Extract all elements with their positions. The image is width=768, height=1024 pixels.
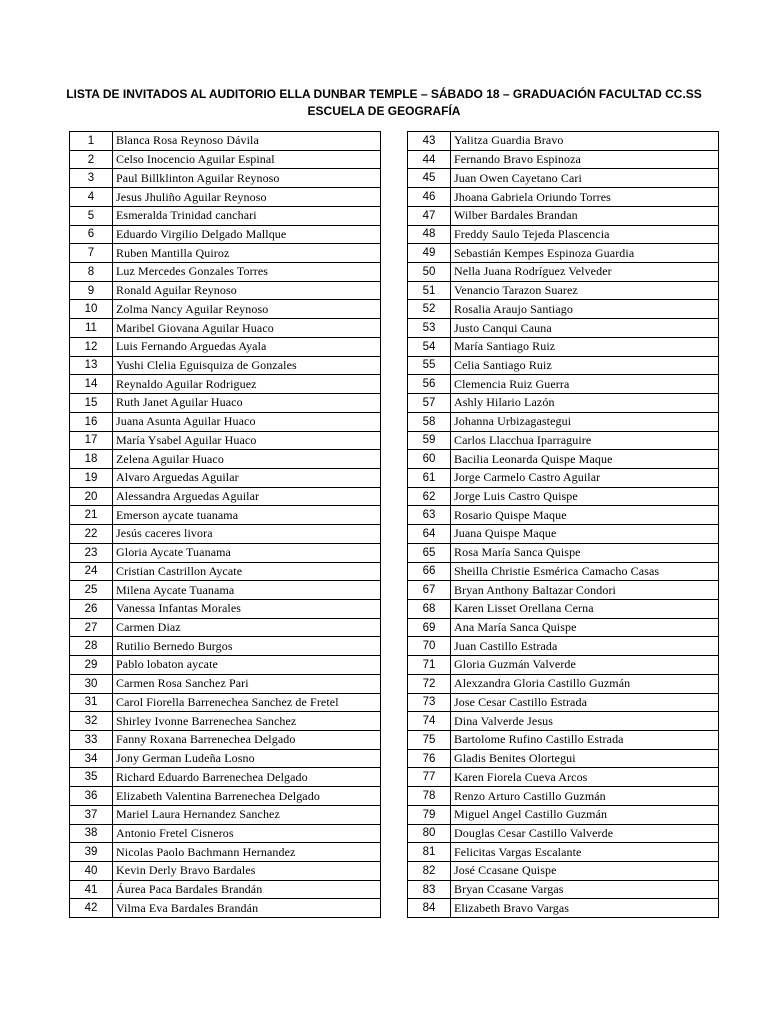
guest-number: 45 <box>408 169 451 188</box>
table-row <box>70 562 381 581</box>
guest-number: 51 <box>408 281 451 300</box>
guest-number: 30 <box>70 674 113 693</box>
table-row <box>70 880 381 899</box>
guest-name: Paul Billklinton Aguilar Reynoso <box>113 169 381 188</box>
guest-number: 50 <box>408 263 451 282</box>
guest-name: Blanca Rosa Reynoso Dávila <box>113 132 381 151</box>
guest-name: Juana Asunta Aguilar Huaco <box>113 412 381 431</box>
guest-name: Clemencia Ruiz Guerra <box>451 375 719 394</box>
guest-number: 52 <box>408 300 451 319</box>
table-row <box>408 656 719 675</box>
table-row <box>70 375 381 394</box>
table-row <box>70 356 381 375</box>
guest-number: 34 <box>70 749 113 768</box>
guest-name: Fanny Roxana Barrenechea Delgado <box>113 731 381 750</box>
guest-name: Nella Juana Rodríguez Velveder <box>451 263 719 282</box>
guest-number: 39 <box>70 843 113 862</box>
guest-name: Rosario Quispe Maque <box>451 506 719 525</box>
guest-number: 26 <box>70 599 113 618</box>
guest-name: Felicitas Vargas Escalante <box>451 843 719 862</box>
guest-number: 56 <box>408 375 451 394</box>
guest-name: Bartolome Rufino Castillo Estrada <box>451 731 719 750</box>
guest-number: 67 <box>408 581 451 600</box>
document-title <box>0 86 768 120</box>
guest-number: 78 <box>408 787 451 806</box>
guest-table-left <box>69 131 381 918</box>
guest-number: 66 <box>408 562 451 581</box>
table-row <box>70 450 381 469</box>
table-row <box>70 543 381 562</box>
guest-number: 4 <box>70 188 113 207</box>
table-row <box>70 244 381 263</box>
table-row <box>70 824 381 843</box>
table-row <box>408 337 719 356</box>
guest-name: Elizabeth Valentina Barrenechea Delgado <box>113 787 381 806</box>
guest-name: Ruben Mantilla Quiroz <box>113 244 381 263</box>
guest-name: Jony German Ludeña Losno <box>113 749 381 768</box>
guest-number: 15 <box>70 394 113 413</box>
guest-number: 36 <box>70 787 113 806</box>
guest-number: 79 <box>408 805 451 824</box>
guest-name: Shirley Ivonne Barrenechea Sanchez <box>113 712 381 731</box>
table-row <box>70 132 381 151</box>
guest-number: 57 <box>408 394 451 413</box>
table-row <box>408 225 719 244</box>
guest-number: 23 <box>70 543 113 562</box>
guest-name: Jesús caceres livora <box>113 525 381 544</box>
table-row <box>70 225 381 244</box>
guest-name: Bryan Ccasane Vargas <box>451 880 719 899</box>
guest-table-right-body <box>408 132 719 918</box>
guest-name: Eduardo Virgilio Delgado Mallque <box>113 225 381 244</box>
guest-number: 46 <box>408 188 451 207</box>
guest-name: Richard Eduardo Barrenechea Delgado <box>113 768 381 787</box>
table-row <box>408 543 719 562</box>
guest-number: 28 <box>70 637 113 656</box>
guest-number: 21 <box>70 506 113 525</box>
table-row <box>70 712 381 731</box>
guest-name: Miguel Angel Castillo Guzmán <box>451 805 719 824</box>
guest-name: Alessandra Arguedas Aguilar <box>113 487 381 506</box>
guest-name: Kevin Derly Bravo Bardales <box>113 862 381 881</box>
guest-number: 59 <box>408 431 451 450</box>
table-row <box>408 206 719 225</box>
table-row <box>408 450 719 469</box>
guest-name: Celia Santiago Ruiz <box>451 356 719 375</box>
guest-name: Rosalia Araujo Santiago <box>451 300 719 319</box>
guest-name: Celso Inocencio Aguilar Espinal <box>113 150 381 169</box>
table-row <box>408 525 719 544</box>
guest-name: Cristian Castrillon Aycate <box>113 562 381 581</box>
guest-number: 63 <box>408 506 451 525</box>
table-row <box>408 244 719 263</box>
table-row <box>70 300 381 319</box>
guest-number: 20 <box>70 487 113 506</box>
guest-name: Wilber Bardales Brandan <box>451 206 719 225</box>
guest-number: 37 <box>70 805 113 824</box>
guest-name: María Santiago Ruiz <box>451 337 719 356</box>
guest-number: 5 <box>70 206 113 225</box>
guest-name: Elizabeth Bravo Vargas <box>451 899 719 918</box>
table-row <box>408 880 719 899</box>
guest-number: 80 <box>408 824 451 843</box>
guest-name: Dina Valverde Jesus <box>451 712 719 731</box>
table-row <box>70 599 381 618</box>
table-row <box>408 618 719 637</box>
table-row <box>70 656 381 675</box>
guest-number: 18 <box>70 450 113 469</box>
table-row <box>408 787 719 806</box>
guest-number: 60 <box>408 450 451 469</box>
guest-number: 54 <box>408 337 451 356</box>
table-row <box>408 468 719 487</box>
guest-number: 42 <box>70 899 113 918</box>
table-row <box>70 693 381 712</box>
guest-name: Bryan Anthony Baltazar Condori <box>451 581 719 600</box>
title-line-1: LISTA DE INVITADOS AL AUDITORIO ELLA DUNBAR TEMPLE – SÁBADO 18 – GRADUACIÓN FACULTAD CC.SS <box>66 87 702 101</box>
guest-name: Douglas Cesar Castillo Valverde <box>451 824 719 843</box>
table-row <box>408 263 719 282</box>
table-row <box>70 281 381 300</box>
guest-number: 70 <box>408 637 451 656</box>
guest-name: Gloria Guzmán Valverde <box>451 656 719 675</box>
guest-name: Ronald Aguilar Reynoso <box>113 281 381 300</box>
guest-table-left-body <box>70 132 381 918</box>
table-row <box>70 468 381 487</box>
guest-name: Karen Fiorela Cueva Arcos <box>451 768 719 787</box>
table-row <box>70 169 381 188</box>
guest-number: 69 <box>408 618 451 637</box>
table-row <box>70 787 381 806</box>
table-row <box>408 356 719 375</box>
guest-number: 43 <box>408 132 451 151</box>
guest-number: 27 <box>70 618 113 637</box>
guest-name: Zelena Aguilar Huaco <box>113 450 381 469</box>
guest-name: Jesus Jhuliño Aguilar Reynoso <box>113 188 381 207</box>
guest-name: Justo Canqui Cauna <box>451 319 719 338</box>
guest-number: 64 <box>408 525 451 544</box>
guest-name: Rutilio Bernedo Burgos <box>113 637 381 656</box>
guest-name: Nicolas Paolo Bachmann Hernandez <box>113 843 381 862</box>
guest-number: 83 <box>408 880 451 899</box>
guest-name: Yalitza Guardia Bravo <box>451 132 719 151</box>
guest-name: Jorge Carmelo Castro Aguilar <box>451 468 719 487</box>
guest-name: Gloria Aycate Tuanama <box>113 543 381 562</box>
guest-name: Áurea Paca Bardales Brandán <box>113 880 381 899</box>
guest-number: 17 <box>70 431 113 450</box>
table-row <box>408 319 719 338</box>
table-row <box>408 169 719 188</box>
table-row <box>70 319 381 338</box>
guest-name: María Ysabel Aguilar Huaco <box>113 431 381 450</box>
guest-name: Venancio Tarazon Suarez <box>451 281 719 300</box>
table-row <box>70 899 381 918</box>
table-row <box>408 824 719 843</box>
guest-name: Ashly Hilario Lazón <box>451 394 719 413</box>
table-row <box>408 431 719 450</box>
guest-name: Juan Castillo Estrada <box>451 637 719 656</box>
guest-number: 31 <box>70 693 113 712</box>
table-row <box>70 843 381 862</box>
guest-number: 48 <box>408 225 451 244</box>
guest-name: Zolma Nancy Aguilar Reynoso <box>113 300 381 319</box>
guest-name: Jorge Luis Castro Quispe <box>451 487 719 506</box>
table-row <box>70 394 381 413</box>
table-row <box>408 581 719 600</box>
table-row <box>408 674 719 693</box>
guest-name: Luis Fernando Arguedas Ayala <box>113 337 381 356</box>
table-row <box>70 337 381 356</box>
guest-number: 62 <box>408 487 451 506</box>
table-row <box>408 843 719 862</box>
guest-number: 22 <box>70 525 113 544</box>
table-row <box>408 712 719 731</box>
guest-name: Alvaro Arguedas Aguilar <box>113 468 381 487</box>
table-row <box>408 562 719 581</box>
guest-name: Sebastián Kempes Espinoza Guardia <box>451 244 719 263</box>
table-row <box>70 618 381 637</box>
table-row <box>70 768 381 787</box>
guest-number: 35 <box>70 768 113 787</box>
table-row <box>70 431 381 450</box>
guest-name: Jhoana Gabriela Oriundo Torres <box>451 188 719 207</box>
guest-name: Karen Lisset Orellana Cerna <box>451 599 719 618</box>
guest-name: Jose Cesar Castillo Estrada <box>451 693 719 712</box>
guest-number: 33 <box>70 731 113 750</box>
table-row <box>70 581 381 600</box>
table-row <box>408 300 719 319</box>
guest-number: 71 <box>408 656 451 675</box>
guest-name: Yushi Clelia Eguisquiza de Gonzales <box>113 356 381 375</box>
guest-name: Bacilia Leonarda Quispe Maque <box>451 450 719 469</box>
guest-table-right <box>407 131 719 918</box>
table-row <box>70 263 381 282</box>
table-row <box>408 281 719 300</box>
guest-name: Vanessa Infantas Morales <box>113 599 381 618</box>
guest-name: Rosa María Sanca Quispe <box>451 543 719 562</box>
guest-number: 11 <box>70 319 113 338</box>
table-row <box>70 731 381 750</box>
table-row <box>408 132 719 151</box>
table-row <box>408 487 719 506</box>
guest-number: 19 <box>70 468 113 487</box>
guest-name: Carlos Llacchua Iparraguire <box>451 431 719 450</box>
guest-number: 10 <box>70 300 113 319</box>
table-row <box>408 693 719 712</box>
guest-number: 8 <box>70 263 113 282</box>
table-row <box>408 637 719 656</box>
guest-number: 44 <box>408 150 451 169</box>
guest-number: 58 <box>408 412 451 431</box>
guest-name: José Ccasane Quispe <box>451 862 719 881</box>
guest-number: 74 <box>408 712 451 731</box>
guest-number: 49 <box>408 244 451 263</box>
table-row <box>70 506 381 525</box>
table-row <box>408 394 719 413</box>
guest-name: Maribel Giovana Aguilar Huaco <box>113 319 381 338</box>
table-row <box>408 506 719 525</box>
guest-name: Gladis Benites Olortegui <box>451 749 719 768</box>
table-row <box>408 375 719 394</box>
guest-number: 25 <box>70 581 113 600</box>
guest-number: 82 <box>408 862 451 881</box>
guest-number: 1 <box>70 132 113 151</box>
table-row <box>70 487 381 506</box>
table-row <box>70 206 381 225</box>
guest-number: 16 <box>70 412 113 431</box>
guest-number: 14 <box>70 375 113 394</box>
guest-name: Pablo lobaton aycate <box>113 656 381 675</box>
table-row <box>408 412 719 431</box>
guest-number: 6 <box>70 225 113 244</box>
guest-number: 3 <box>70 169 113 188</box>
guest-number: 2 <box>70 150 113 169</box>
guest-number: 7 <box>70 244 113 263</box>
guest-number: 65 <box>408 543 451 562</box>
table-row <box>70 150 381 169</box>
guest-name: Freddy Saulo Tejeda Plascencia <box>451 225 719 244</box>
table-row <box>70 749 381 768</box>
guest-number: 29 <box>70 656 113 675</box>
guest-number: 77 <box>408 768 451 787</box>
guest-name: Carmen Diaz <box>113 618 381 637</box>
guest-number: 84 <box>408 899 451 918</box>
guest-number: 47 <box>408 206 451 225</box>
guest-name: Luz Mercedes Gonzales Torres <box>113 263 381 282</box>
table-row <box>70 188 381 207</box>
guest-number: 81 <box>408 843 451 862</box>
guest-name: Carol Fiorella Barrenechea Sanchez de Fretel <box>113 693 381 712</box>
guest-number: 13 <box>70 356 113 375</box>
table-row <box>70 674 381 693</box>
table-row <box>408 731 719 750</box>
guest-number: 40 <box>70 862 113 881</box>
guest-name: Reynaldo Aguilar Rodriguez <box>113 375 381 394</box>
guest-number: 68 <box>408 599 451 618</box>
guest-name: Renzo Arturo Castillo Guzmán <box>451 787 719 806</box>
table-row <box>70 805 381 824</box>
guest-number: 53 <box>408 319 451 338</box>
guest-number: 55 <box>408 356 451 375</box>
guest-number: 24 <box>70 562 113 581</box>
guest-name: Juana Quispe Maque <box>451 525 719 544</box>
guest-name: Vilma Eva Bardales Brandán <box>113 899 381 918</box>
guest-name: Milena Aycate Tuanama <box>113 581 381 600</box>
guest-name: Ana María Sanca Quispe <box>451 618 719 637</box>
guest-number: 73 <box>408 693 451 712</box>
guest-number: 41 <box>70 880 113 899</box>
table-row <box>70 862 381 881</box>
guest-number: 12 <box>70 337 113 356</box>
guest-number: 75 <box>408 731 451 750</box>
guest-name: Mariel Laura Hernandez Sanchez <box>113 805 381 824</box>
guest-name: Esmeralda Trinidad canchari <box>113 206 381 225</box>
guest-number: 38 <box>70 824 113 843</box>
guest-number: 76 <box>408 749 451 768</box>
table-row <box>408 899 719 918</box>
guest-name: Antonio Fretel Cisneros <box>113 824 381 843</box>
table-row <box>408 805 719 824</box>
guest-name: Emerson aycate tuanama <box>113 506 381 525</box>
table-row <box>408 599 719 618</box>
table-row <box>408 862 719 881</box>
table-row <box>408 768 719 787</box>
title-line-2: ESCUELA DE GEOGRAFÍA <box>307 104 461 118</box>
table-row <box>408 749 719 768</box>
guest-name: Carmen Rosa Sanchez Pari <box>113 674 381 693</box>
table-row <box>70 637 381 656</box>
guest-number: 9 <box>70 281 113 300</box>
guest-name: Ruth Janet Aguilar Huaco <box>113 394 381 413</box>
table-row <box>408 150 719 169</box>
guest-name: Fernando Bravo Espinoza <box>451 150 719 169</box>
table-row <box>70 525 381 544</box>
guest-number: 61 <box>408 468 451 487</box>
guest-name: Sheilla Christie Esmérica Camacho Casas <box>451 562 719 581</box>
guest-number: 72 <box>408 674 451 693</box>
table-row <box>408 188 719 207</box>
guest-name: Johanna Urbizagastegui <box>451 412 719 431</box>
guest-name: Juan Owen Cayetano Cari <box>451 169 719 188</box>
table-row <box>70 412 381 431</box>
guest-name: Alexzandra Gloria Castillo Guzmán <box>451 674 719 693</box>
guest-number: 32 <box>70 712 113 731</box>
